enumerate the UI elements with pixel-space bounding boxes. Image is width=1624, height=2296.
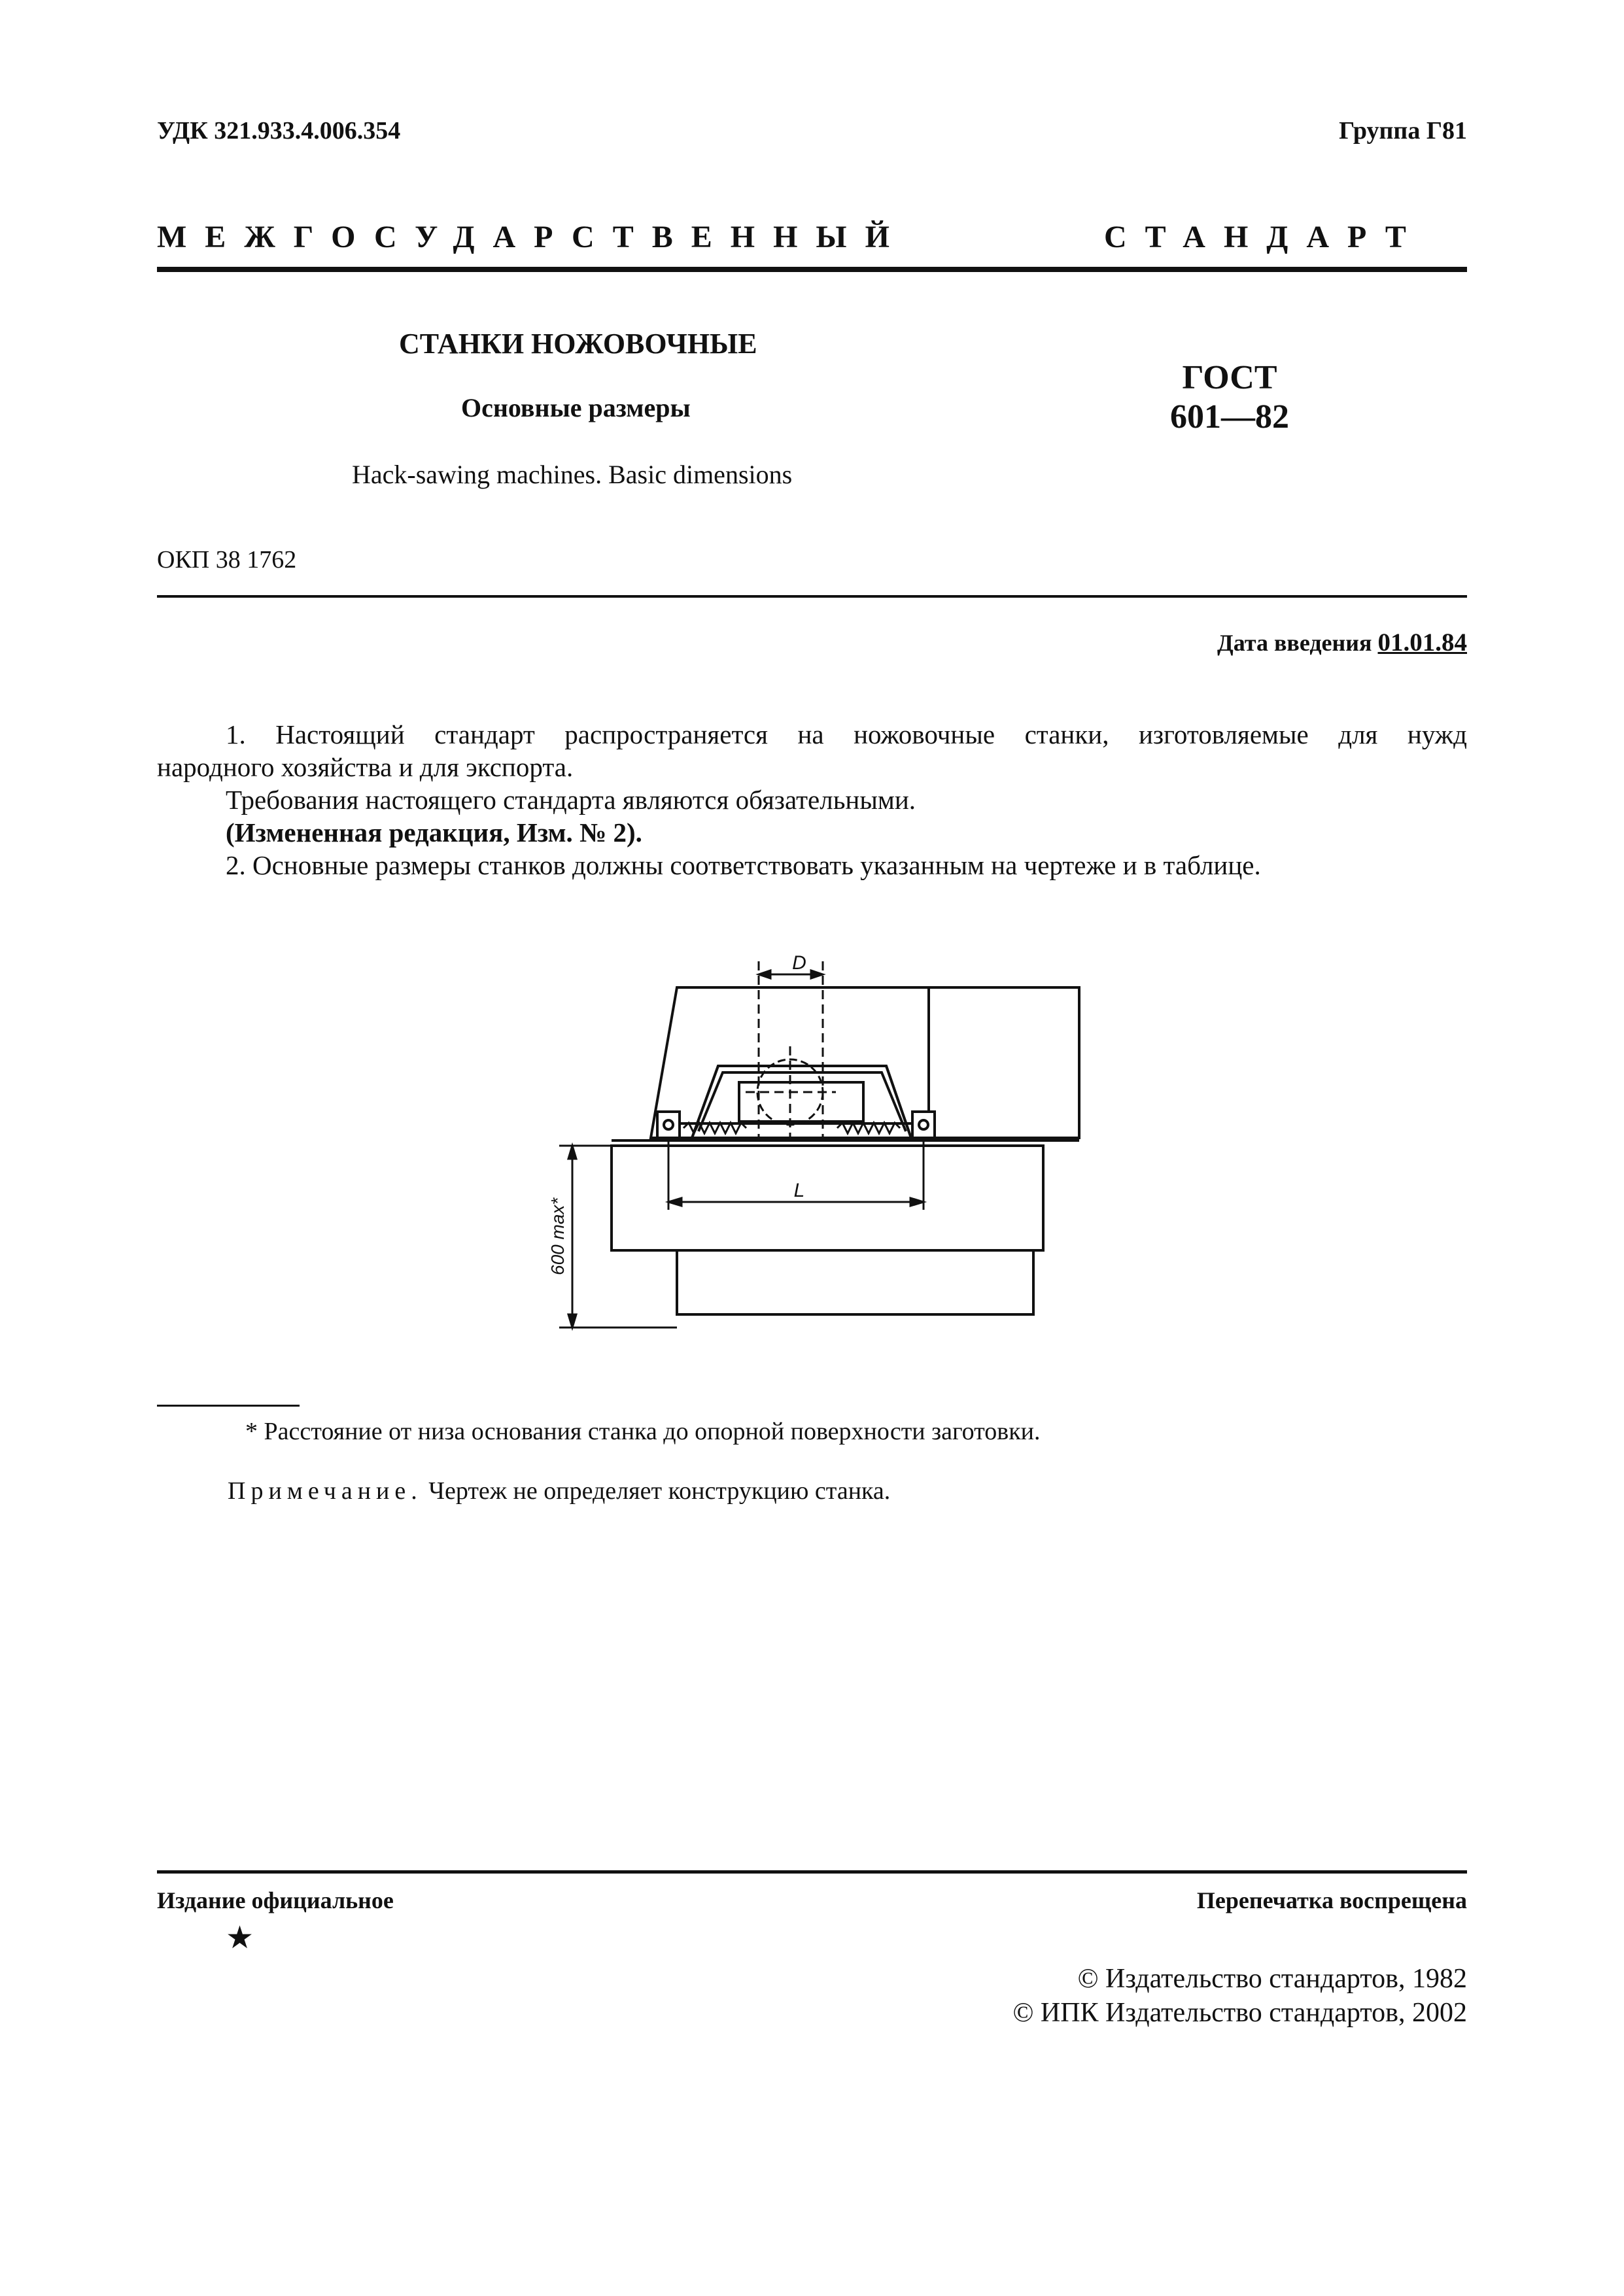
edition-label: Издание официальное bbox=[157, 1887, 394, 1913]
banner-right: СТАНДАРТ bbox=[1104, 220, 1425, 254]
footer-rule bbox=[157, 1870, 1467, 1874]
paragraph-2: 2. Основные размеры станков должны соответствовать указанным на чертеже и в таблице. bbox=[226, 850, 1261, 880]
section-rule bbox=[157, 595, 1467, 598]
intro-date-value: 01.01.84 bbox=[1377, 628, 1467, 657]
note bbox=[228, 1477, 890, 1505]
dim-height-label: 600 max* bbox=[547, 1197, 568, 1275]
banner-rule bbox=[157, 267, 1467, 272]
paragraph-amendment: (Измененная редакция, Изм. № 2). bbox=[226, 817, 642, 848]
footnote-rule bbox=[157, 1405, 300, 1407]
english-title: Hack-sawing machines. Basic dimensions bbox=[352, 460, 793, 489]
paragraph-1-line-1: 1. Настоящий стандарт распространяется на ножовочные станки, изготовляемые для нужд bbox=[226, 719, 1467, 749]
dim-d-label: D bbox=[792, 952, 806, 974]
star-icon: ★ bbox=[226, 1921, 254, 1955]
gost-number: 601—82 bbox=[1170, 398, 1289, 436]
machine-pedestal bbox=[677, 1250, 1033, 1314]
reprint-label: Перепечатка воспрещена bbox=[1196, 1887, 1467, 1913]
doc-title: СТАНКИ НОЖОВОЧНЫЕ bbox=[399, 328, 757, 360]
okp-code: ОКП 38 1762 bbox=[157, 546, 297, 574]
footnote: * Расстояние от низа основания станка до опорной поверхности заготовки. bbox=[245, 1418, 1041, 1445]
note-text: Чертеж не определяет конструкцию станка. bbox=[422, 1477, 891, 1505]
copyright-2002: © ИПК Издательство стандартов, 2002 bbox=[1012, 1998, 1467, 2028]
dim-l-label: L bbox=[793, 1180, 805, 1201]
paragraph-1-line-2: народного хозяйства и для экспорта. bbox=[157, 752, 574, 782]
banner-left: МЕЖГОСУДАРСТВЕННЫЙ bbox=[157, 220, 908, 254]
group-code: Группа Г81 bbox=[1339, 117, 1467, 145]
copyright-block bbox=[1012, 1962, 1467, 2030]
copyright-1982: © Издательство стандартов, 1982 bbox=[1077, 1964, 1467, 1994]
body-paragraphs bbox=[157, 718, 1467, 882]
gost-block bbox=[1151, 358, 1308, 437]
intro-date bbox=[1217, 628, 1467, 657]
doc-subtitle: Основные размеры bbox=[461, 393, 691, 422]
paragraph-requirements: Требования настоящего стандарта являются обязательными. bbox=[226, 785, 916, 815]
note-label: Примечание. bbox=[228, 1477, 423, 1505]
gost-label: ГОСТ bbox=[1182, 359, 1277, 396]
machine-drawing bbox=[536, 935, 1099, 1341]
head-box bbox=[929, 987, 1079, 1138]
intro-date-label: Дата введения bbox=[1217, 630, 1372, 656]
udk-code: УДК 321.933.4.006.354 bbox=[157, 117, 401, 145]
machine-bed bbox=[612, 1146, 1043, 1250]
vise-outline bbox=[692, 1066, 911, 1138]
